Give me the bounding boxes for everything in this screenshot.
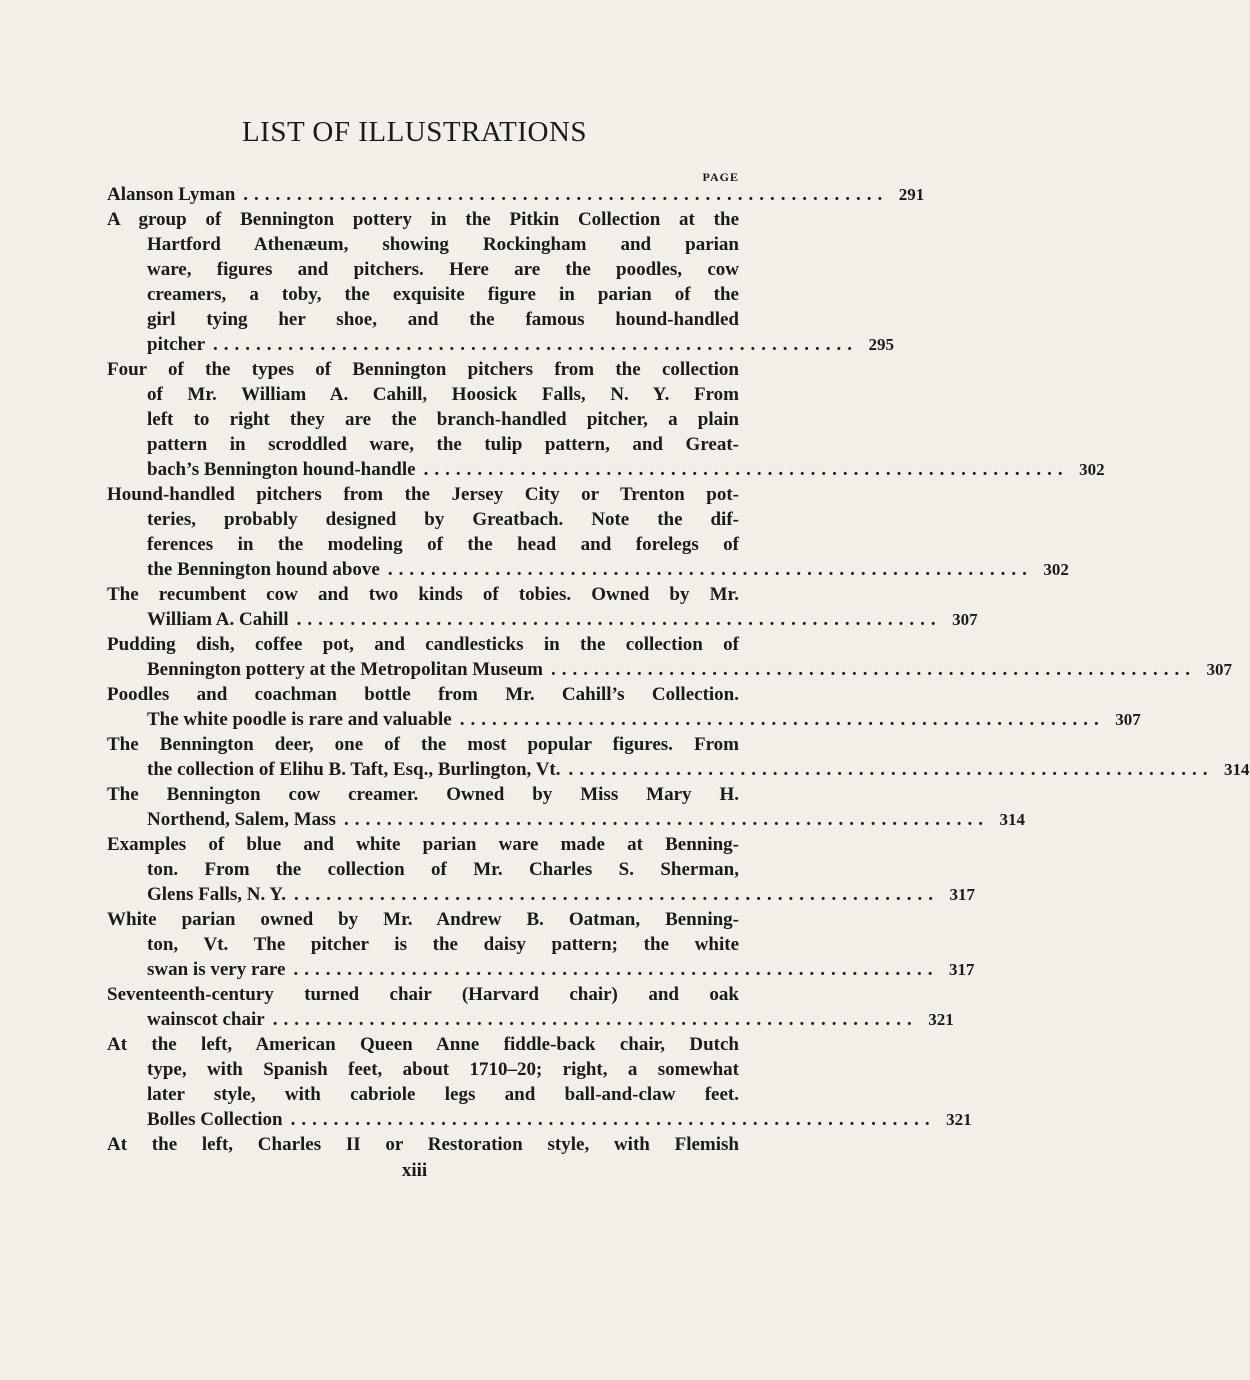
entry-caption-last-line	[107, 557, 1069, 582]
list-item	[107, 582, 978, 632]
leader-dots: ............................................................	[293, 959, 939, 980]
entry-caption-line: girl tying her shoe, and the famous hound-handled	[147, 309, 739, 330]
list-item	[107, 1032, 972, 1132]
entry-caption-last-line	[107, 332, 895, 357]
list-item	[107, 982, 954, 1032]
entry-page-number: 302	[1079, 460, 1105, 479]
entry-caption-line: left to right they are the branch-handled pitcher, a plain	[147, 409, 739, 430]
entry-caption-text: the collection of Elihu B. Taft, Esq., Burlington, Vt.	[147, 759, 561, 780]
entry-caption-text: Bennington pottery at the Metropolitan Museum	[147, 659, 543, 680]
entry-caption-line: ton. From the collection of Mr. Charles S. Sherman,	[147, 859, 739, 880]
entry-caption-line: At the left, Charles II or Restoration style, with Flemish	[107, 1134, 739, 1155]
entry-caption-line: later style, with cabriole legs and ball-and-claw feet.	[147, 1084, 739, 1105]
entry-caption-line: White parian owned by Mr. Andrew B. Oatman, Benning-	[107, 909, 739, 930]
entry-caption-line: Hartford Athenæum, showing Rockingham and parian	[147, 234, 739, 255]
page-title: LIST OF ILLUSTRATIONS	[241, 116, 588, 148]
entry-page-number: 291	[898, 185, 925, 204]
entry-page-number: 317	[949, 885, 976, 904]
list-item	[107, 732, 1250, 782]
entry-caption-text: Glens Falls, N. Y.	[147, 884, 287, 905]
entry-caption-text: wainscot chair	[147, 1009, 265, 1030]
entry-caption-last-line	[107, 1107, 972, 1132]
entry-caption-last-line	[107, 882, 976, 907]
entry-page-number: 321	[928, 1010, 954, 1029]
entry-page-number: 295	[868, 335, 895, 354]
entry-caption-last-line	[107, 182, 925, 207]
entry-caption-line: At the left, American Queen Anne fiddle-back chair, Dutch	[107, 1034, 739, 1055]
entry-caption-text: Bolles Collection	[147, 1109, 283, 1130]
entry-caption-text: The white poodle is rare and valuable	[147, 709, 452, 730]
list-item	[107, 357, 1105, 482]
list-item	[107, 207, 895, 357]
entry-caption-line: of Mr. William A. Cahill, Hoosick Falls, N. Y. From	[147, 384, 739, 405]
leader-dots: ............................................................	[551, 659, 1196, 680]
leader-dots: ............................................................	[296, 609, 942, 630]
entry-caption-last-line	[107, 1007, 954, 1032]
entry-caption-line: The Bennington cow creamer. Owned by Miss Mary H.	[107, 784, 739, 805]
illustration-list	[107, 182, 1250, 1157]
entry-caption-line: Pudding dish, coffee pot, and candlesticks in the collection of	[107, 634, 739, 655]
entry-caption-line: A group of Bennington pottery in the Pitkin Collection at the	[107, 209, 739, 230]
entry-caption-last-line	[107, 457, 1105, 482]
entry-caption-line: Examples of blue and white parian ware made at Benning-	[107, 834, 739, 855]
entry-caption-last-line	[107, 957, 975, 982]
entry-page-number: 302	[1043, 560, 1069, 579]
entry-caption-line: ton, Vt. The pitcher is the daisy pattern; the white	[147, 934, 739, 955]
entry-caption-line: type, with Spanish feet, about 1710–20; right, a somewhat	[147, 1059, 739, 1080]
list-item	[107, 482, 1069, 582]
leader-dots: ............................................................	[343, 809, 989, 830]
page-number: xiii	[401, 1160, 428, 1181]
entry-caption-text: Alanson Lyman	[107, 184, 236, 205]
leader-dots: ............................................................	[423, 459, 1069, 480]
entry-caption-last-line	[107, 807, 1025, 832]
list-item	[107, 907, 975, 982]
list-item	[107, 632, 1232, 682]
entry-caption-last-line	[107, 707, 1141, 732]
entry-caption-line: The recumbent cow and two kinds of tobies. Owned by Mr.	[107, 584, 739, 605]
entry-caption-line: ware, figures and pitchers. Here are the poodles, cow	[147, 259, 739, 280]
leader-dots: ............................................................	[213, 334, 859, 355]
leader-dots: ............................................................	[272, 1009, 918, 1030]
entry-caption-line: Seventeenth-century turned chair (Harvard chair) and oak	[107, 984, 739, 1005]
entry-caption-last-line	[107, 657, 1232, 682]
entry-caption-text: William A. Cahill	[147, 609, 289, 630]
entry-caption-last-line	[107, 607, 978, 632]
leader-dots: ............................................................	[290, 1109, 936, 1130]
entry-caption-text: the Bennington hound above	[147, 559, 380, 580]
leader-dots: ............................................................	[568, 759, 1214, 780]
list-item	[107, 832, 976, 907]
entry-caption-text: bach’s Bennington hound-handle	[147, 459, 416, 480]
entry-page-number: 307	[1115, 710, 1141, 729]
leader-dots: ............................................................	[387, 559, 1033, 580]
entry-page-number: 321	[946, 1110, 972, 1129]
entry-caption-text: Northend, Salem, Mass	[147, 809, 336, 830]
leader-dots: ............................................................	[459, 709, 1105, 730]
entry-caption-line: The Bennington deer, one of the most popular figures. From	[107, 734, 739, 755]
list-item	[107, 1132, 739, 1157]
entry-caption-line: teries, probably designed by Greatbach. Note the dif-	[147, 509, 739, 530]
entry-caption-text: pitcher	[147, 334, 206, 355]
entry-caption-line: Four of the types of Bennington pitchers from the collection	[107, 359, 739, 380]
entry-page-number: 307	[952, 610, 978, 629]
entry-page-number: 307	[1206, 660, 1232, 679]
list-item	[107, 682, 1141, 732]
entry-caption-last-line	[107, 757, 1250, 782]
entry-caption-line: Hound-handled pitchers from the Jersey City or Trenton pot-	[107, 484, 739, 505]
entry-caption-line: ferences in the modeling of the head and forelegs of	[147, 534, 739, 555]
entry-page-number: 317	[948, 960, 975, 979]
entry-caption-line: Poodles and coachman bottle from Mr. Cahill’s Collection.	[107, 684, 739, 705]
page-column-label: PAGE	[702, 170, 739, 184]
entry-page-number: 314	[999, 810, 1025, 829]
entry-page-number: 314	[1224, 760, 1250, 779]
leader-dots: ............................................................	[243, 184, 889, 205]
entry-caption-line: creamers, a toby, the exquisite figure in parian of the	[147, 284, 739, 305]
entry-caption-line: pattern in scroddled ware, the tulip pattern, and Great-	[147, 434, 739, 455]
leader-dots: ............................................................	[294, 884, 940, 905]
list-item	[107, 182, 925, 207]
list-item	[107, 782, 1025, 832]
entry-caption-text: swan is very rare	[147, 959, 286, 980]
